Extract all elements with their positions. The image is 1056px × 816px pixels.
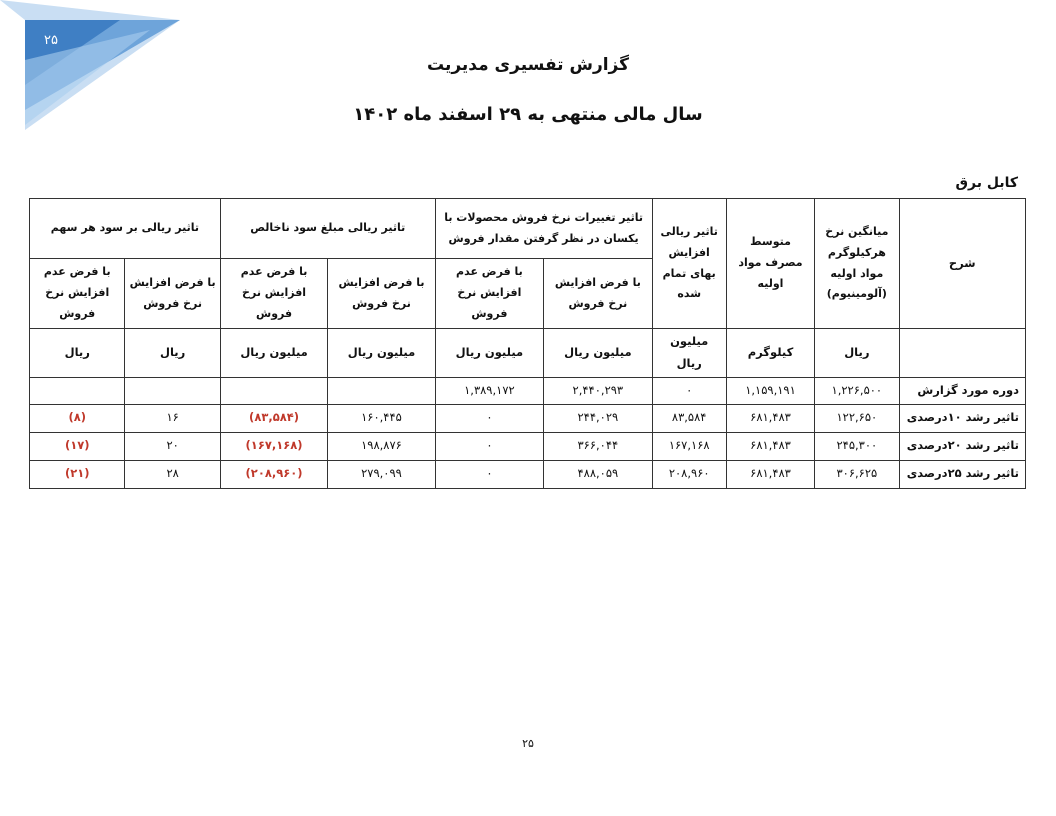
units-description	[899, 329, 1026, 378]
cell-eps-without	[30, 377, 125, 404]
cell-eps-with: ۲۸	[125, 460, 220, 488]
report-subtitle: سال مالی منتهی به ۲۹ اسفند ماه ۱۴۰۲	[353, 104, 703, 125]
cell-gross-without	[220, 377, 327, 404]
cell-avg-rate: ۱۲۲,۶۵۰	[815, 404, 899, 432]
header-description: شرح	[899, 199, 1026, 329]
cell-price-without: ۰	[435, 460, 543, 488]
header-eps-with-increase: با فرض افزایش نرخ فروش	[125, 259, 220, 329]
unit-eps-with: ریال	[125, 329, 220, 378]
cell-eps-without: (۱۷)	[30, 432, 125, 460]
header-avg-rate: میانگین نرخ هرکیلوگرم مواد اولیه (آلومینیوم)	[815, 199, 899, 329]
cell-price-without: ۱,۳۸۹,۱۷۲	[435, 377, 543, 404]
table-row	[30, 404, 1026, 432]
cell-avg-rate: ۱,۲۲۶,۵۰۰	[815, 377, 899, 404]
table-row	[30, 432, 1026, 460]
cell-eps-without: (۸)	[30, 404, 125, 432]
cell-price-with: ۲۴۴,۰۲۹	[544, 404, 652, 432]
cell-price-without: ۰	[435, 432, 543, 460]
cell-cost-effect: ۰	[652, 377, 726, 404]
header-cost-effect: تاثیر ریالی افزایش بهای تمام شده	[652, 199, 726, 329]
cell-avg-consumption: ۶۸۱,۴۸۳	[726, 460, 814, 488]
table-row	[30, 460, 1026, 488]
page-number-bottom: ۲۵	[522, 737, 534, 750]
cell-price-with: ۴۸۸,۰۵۹	[544, 460, 652, 488]
unit-price-with: میلیون ریال	[544, 329, 652, 378]
row-label: تاثیر رشد ۲۰درصدی	[899, 432, 1026, 460]
header-row-1	[30, 199, 1026, 259]
cell-gross-without: (۸۳,۵۸۴)	[220, 404, 327, 432]
cell-gross-with: ۱۹۸,۸۷۶	[328, 432, 435, 460]
cell-eps-with: ۱۶	[125, 404, 220, 432]
header-gross-profit-effect: تاثیر ریالی مبلغ سود ناخالص	[220, 199, 435, 259]
cell-price-without: ۰	[435, 404, 543, 432]
cell-gross-without: (۱۶۷,۱۶۸)	[220, 432, 327, 460]
cell-cost-effect: ۲۰۸,۹۶۰	[652, 460, 726, 488]
header-price-with-increase: با فرض افزایش نرخ فروش	[544, 259, 652, 329]
cell-avg-consumption: ۶۸۱,۴۸۳	[726, 432, 814, 460]
cell-cost-effect: ۱۶۷,۱۶۸	[652, 432, 726, 460]
row-label: تاثیر رشد ۲۵درصدی	[899, 460, 1026, 488]
cell-eps-with: ۲۰	[125, 432, 220, 460]
cell-avg-consumption: ۱,۱۵۹,۱۹۱	[726, 377, 814, 404]
unit-avg-consumption: کیلوگرم	[726, 329, 814, 378]
cell-gross-with: ۲۷۹,۰۹۹	[328, 460, 435, 488]
section-label: کابل برق	[955, 175, 1018, 191]
cell-price-with: ۲,۴۴۰,۲۹۳	[544, 377, 652, 404]
unit-gross-without: میلیون ریال	[220, 329, 327, 378]
cell-eps-with	[125, 377, 220, 404]
units-row	[30, 329, 1026, 378]
cell-gross-with: ۱۶۰,۴۴۵	[328, 404, 435, 432]
unit-price-without: میلیون ریال	[435, 329, 543, 378]
header-eps-without-increase: با فرض عدم افزایش نرخ فروش	[30, 259, 125, 329]
row-label: تاثیر رشد ۱۰درصدی	[899, 404, 1026, 432]
cell-cost-effect: ۸۳,۵۸۴	[652, 404, 726, 432]
cell-eps-without: (۲۱)	[30, 460, 125, 488]
cell-avg-rate: ۲۴۵,۳۰۰	[815, 432, 899, 460]
table-row	[30, 377, 1026, 404]
header-price-without-increase: با فرض عدم افزایش نرخ فروش	[435, 259, 543, 329]
unit-gross-with: میلیون ریال	[328, 329, 435, 378]
cell-price-with: ۳۶۶,۰۴۴	[544, 432, 652, 460]
header-avg-consumption: متوسط مصرف مواد اولیه	[726, 199, 814, 329]
row-label: دوره مورد گزارش	[899, 377, 1026, 404]
header-gross-with-increase: با فرض افزایش نرخ فروش	[328, 259, 435, 329]
cell-avg-consumption: ۶۸۱,۴۸۳	[726, 404, 814, 432]
header-price-change-effect: تاثیر تغییرات نرخ فروش محصولات با یکسان در نظر گرفتن مقدار فروش	[435, 199, 652, 259]
cell-gross-with	[328, 377, 435, 404]
sensitivity-table	[29, 198, 1026, 489]
report-title: گزارش تفسیری مدیریت	[426, 55, 630, 75]
unit-eps-without: ریال	[30, 329, 125, 378]
header-gross-without-increase: با فرض عدم افزایش نرخ فروش	[220, 259, 327, 329]
unit-avg-rate: ریال	[815, 329, 899, 378]
header-eps-effect: تاثیر ریالی بر سود هر سهم	[30, 199, 221, 259]
unit-cost-effect: میلیون ریال	[652, 329, 726, 378]
cell-avg-rate: ۳۰۶,۶۲۵	[815, 460, 899, 488]
cell-gross-without: (۲۰۸,۹۶۰)	[220, 460, 327, 488]
page-number-top: ۲۵	[44, 33, 58, 48]
